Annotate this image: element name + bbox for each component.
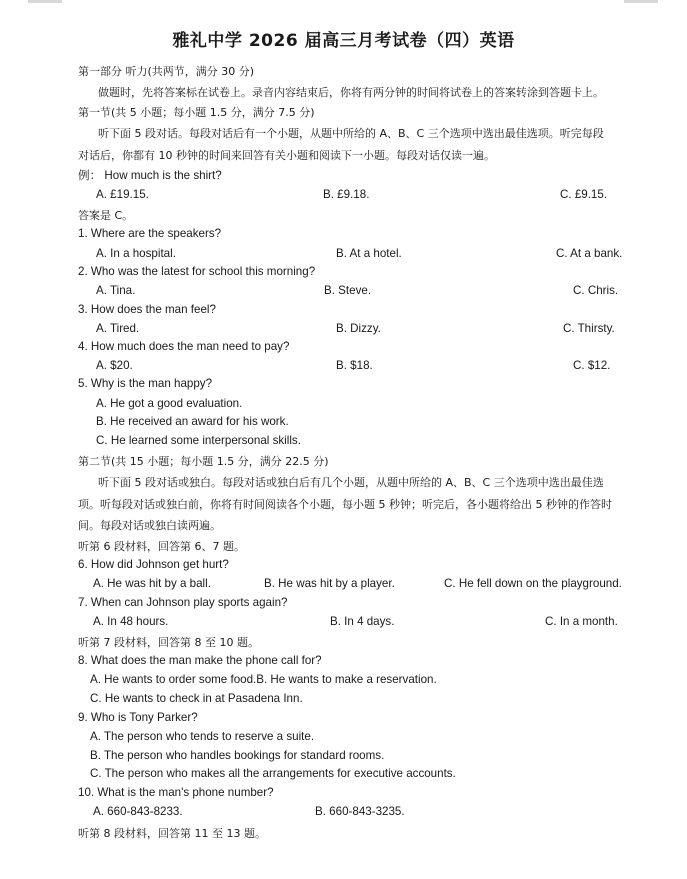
- q8-options-ab: A. He wants to order some food.B. He wants to make a reservation.: [90, 673, 437, 686]
- q7-option-c: C. In a month.: [545, 615, 618, 628]
- question-5: 5. Why is the man happy?: [78, 377, 213, 390]
- passage-7-intro: 听第 7 段材料，回答第 8 至 10 题。: [78, 636, 259, 649]
- q1-option-c: C. At a bank.: [556, 247, 623, 260]
- passage-8-intro: 听第 8 段材料，回答第 11 至 13 题。: [78, 827, 266, 840]
- question-10: 10. What is the man's phone number?: [78, 786, 274, 799]
- q4-option-b: B. $18.: [336, 359, 373, 372]
- example-question: 例： How much is the shirt?: [78, 169, 222, 182]
- question-2: 2. Who was the latest for school this morning?: [78, 265, 316, 278]
- scan-mark-right: [624, 0, 658, 3]
- q4-option-a: A. $20.: [96, 359, 133, 372]
- q10-option-a: A. 660-843-8233.: [93, 805, 183, 818]
- q10-option-b: B. 660-843-3235.: [315, 805, 405, 818]
- q1-option-a: A. In a hospital.: [96, 247, 176, 260]
- question-9: 9. Who is Tony Parker?: [78, 711, 198, 724]
- q7-option-a: A. In 48 hours.: [93, 615, 169, 628]
- q1-option-b: B. At a hotel.: [336, 247, 402, 260]
- q9-option-a: A. The person who tends to reserve a suite.: [90, 730, 315, 743]
- q2-option-a: A. Tina.: [96, 284, 136, 297]
- q3-option-a: A. Tired.: [96, 322, 140, 335]
- question-3: 3. How does the man feel?: [78, 303, 216, 316]
- passage-6-intro: 听第 6 段材料，回答第 6、7 题。: [78, 540, 245, 553]
- q9-option-b: B. The person who handles bookings for standard rooms.: [90, 749, 385, 762]
- exam-title: 雅礼中学 2026 届高三月考试卷（四）英语: [172, 31, 515, 51]
- section2-instructions-2: 项。听每段对话或独白前，你将有时间阅读各个小题，每小题 5 秒钟；听完后，各小题将给出 5 秒钟的作答时: [78, 498, 612, 511]
- part1-heading: 第一部分 听力(共两节，满分 30 分): [78, 65, 255, 78]
- q8-option-c: C. He wants to check in at Pasadena Inn.: [90, 692, 303, 705]
- q9-option-c: C. The person who makes all the arrangements for executive accounts.: [90, 767, 456, 780]
- q4-option-c: C. $12.: [573, 359, 611, 372]
- example-option-a: A. £19.15.: [96, 188, 149, 201]
- q5-option-c: C. He learned some interpersonal skills.: [96, 434, 301, 447]
- example-answer: 答案是 C。: [78, 209, 134, 222]
- section2-heading: 第二节(共 15 小题；每小题 1.5 分，满分 22.5 分): [78, 455, 329, 468]
- question-4: 4. How much does the man need to pay?: [78, 340, 290, 353]
- question-6: 6. How did Johnson get hurt?: [78, 558, 229, 571]
- example-option-b: B. £9.18.: [323, 188, 370, 201]
- section1-heading: 第一节(共 5 小题；每小题 1.5 分，满分 7.5 分): [78, 106, 315, 119]
- q2-option-b: B. Steve.: [324, 284, 372, 297]
- section1-instructions-2: 对话后，你都有 10 秒钟的时间来回答有关小题和阅读下一小题。每段对话仅读一遍。: [78, 149, 495, 162]
- q7-option-b: B. In 4 days.: [330, 615, 395, 628]
- q6-option-a: A. He was hit by a ball.: [93, 577, 211, 590]
- q2-option-c: C. Chris.: [573, 284, 619, 297]
- example-option-c: C. £9.15.: [560, 188, 608, 201]
- q3-option-b: B. Dizzy.: [336, 322, 381, 335]
- q5-option-a: A. He got a good evaluation.: [96, 397, 243, 410]
- section1-instructions-1: 听下面 5 段对话。每段对话后有一个小题，从题中所给的 A、B、C 三个选项中选出最佳选项。听完每段: [98, 127, 604, 140]
- scan-mark-left: [28, 0, 62, 3]
- q6-option-c: C. He fell down on the playground.: [444, 577, 622, 590]
- part1-instructions: 做题时，先将答案标在试卷上。录音内容结束后，你将有两分钟的时间将试卷上的答案转涂到答题卡上。: [98, 86, 604, 99]
- question-1: 1. Where are the speakers?: [78, 227, 222, 240]
- section2-instructions-1: 听下面 5 段对话或独白。每段对话或独白后有几个小题，从题中所给的 A、B、C 三个选项中选出最佳选: [98, 476, 604, 489]
- q6-option-b: B. He was hit by a player.: [264, 577, 395, 590]
- q3-option-c: C. Thirsty.: [563, 322, 615, 335]
- question-8: 8. What does the man make the phone call for?: [78, 654, 322, 667]
- q5-option-b: B. He received an award for his work.: [96, 415, 289, 428]
- section2-instructions-3: 间。每段对话或独白读两遍。: [78, 519, 221, 532]
- question-7: 7. When can Johnson play sports again?: [78, 596, 288, 609]
